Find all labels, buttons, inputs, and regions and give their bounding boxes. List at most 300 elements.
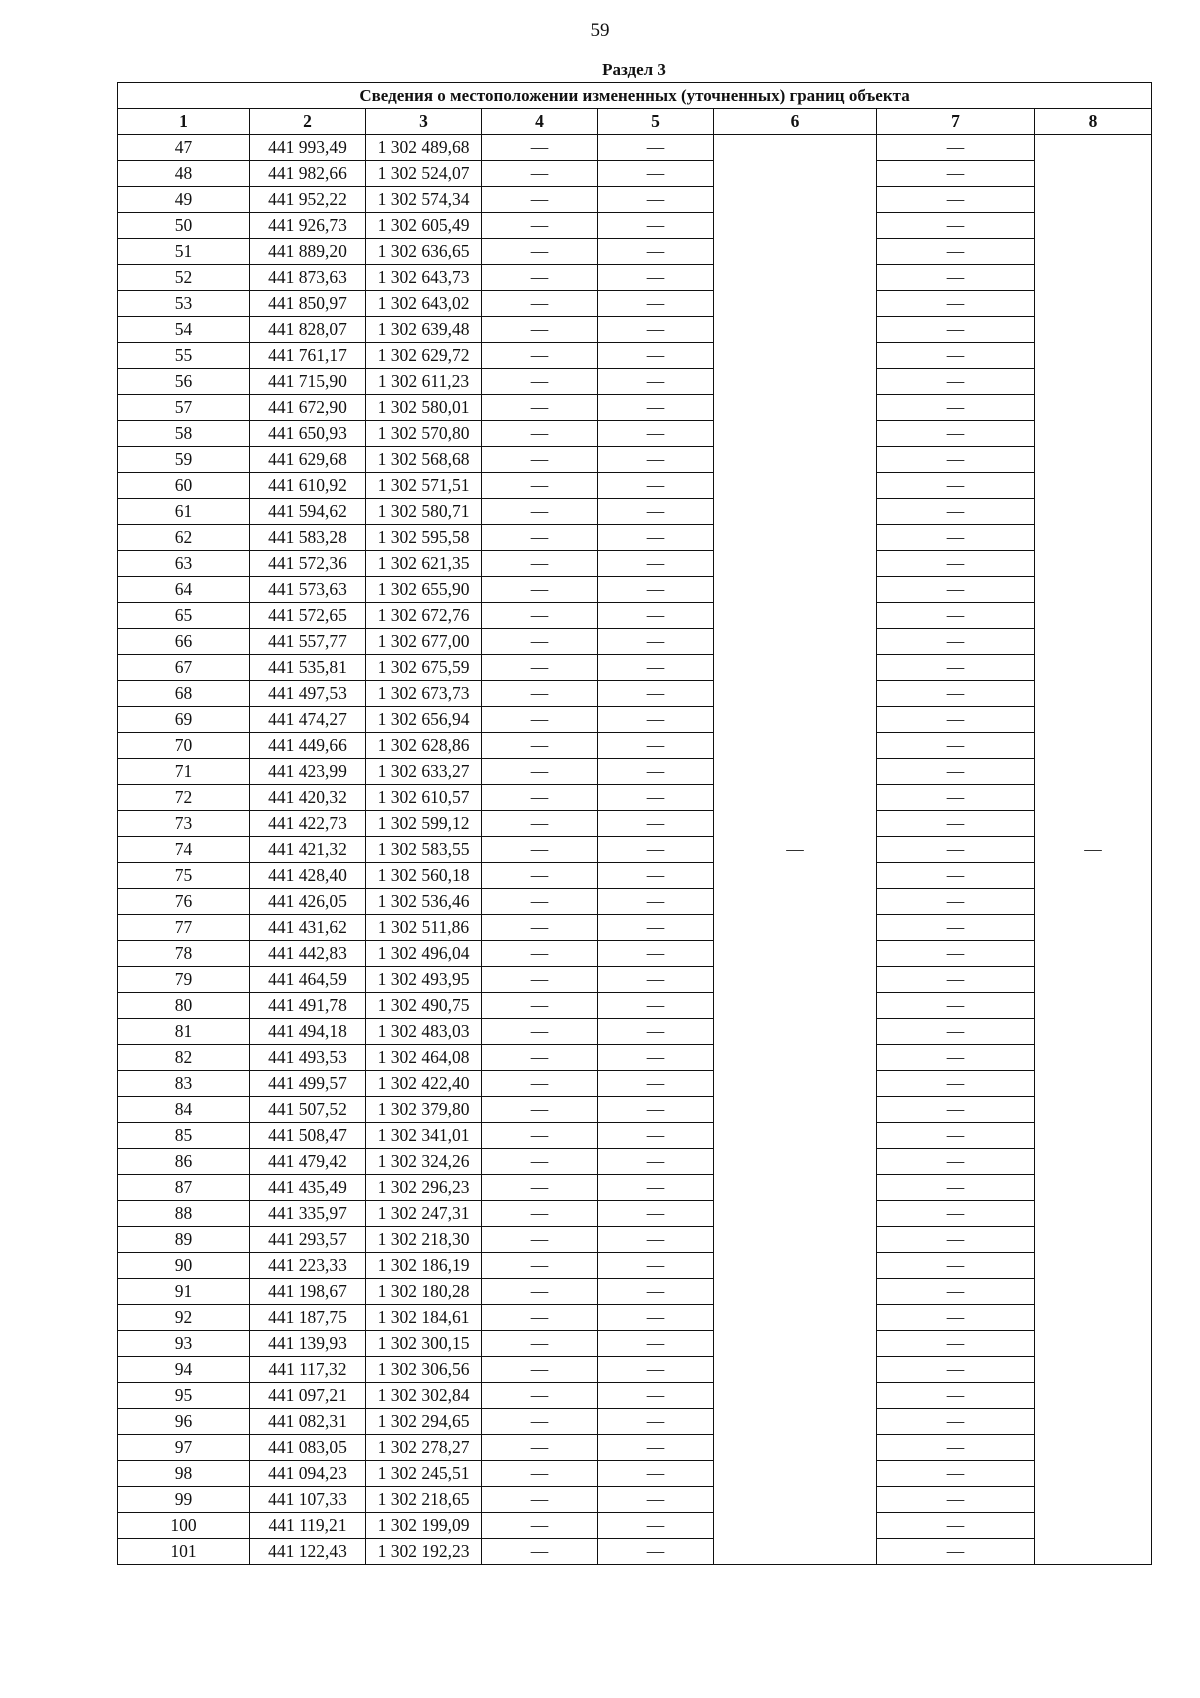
- col4-dash-cell: —: [482, 707, 598, 733]
- y-coordinate-cell: 1 302 673,73: [366, 681, 482, 707]
- col5-dash-cell: —: [598, 1123, 714, 1149]
- col7-dash-cell: —: [877, 1175, 1035, 1201]
- table-row: [118, 707, 1152, 733]
- col7-dash-cell: —: [877, 135, 1035, 161]
- table-row: [118, 421, 1152, 447]
- y-coordinate-cell: 1 302 656,94: [366, 707, 482, 733]
- col5-dash-cell: —: [598, 187, 714, 213]
- x-coordinate-cell: 441 715,90: [250, 369, 366, 395]
- col4-dash-cell: —: [482, 265, 598, 291]
- col5-dash-cell: —: [598, 837, 714, 863]
- y-coordinate-cell: 1 302 180,28: [366, 1279, 482, 1305]
- y-coordinate-cell: 1 302 672,76: [366, 603, 482, 629]
- col5-dash-cell: —: [598, 1227, 714, 1253]
- table-row: [118, 525, 1152, 551]
- col7-dash-cell: —: [877, 1045, 1035, 1071]
- point-number-cell: 83: [118, 1071, 250, 1097]
- col5-dash-cell: —: [598, 265, 714, 291]
- col5-dash-cell: —: [598, 1331, 714, 1357]
- x-coordinate-cell: 441 508,47: [250, 1123, 366, 1149]
- y-coordinate-cell: 1 302 192,23: [366, 1539, 482, 1565]
- table-row: [118, 187, 1152, 213]
- col5-dash-cell: —: [598, 1019, 714, 1045]
- table-row: [118, 317, 1152, 343]
- col5-dash-cell: —: [598, 1435, 714, 1461]
- col4-dash-cell: —: [482, 733, 598, 759]
- col7-dash-cell: —: [877, 993, 1035, 1019]
- point-number-cell: 50: [118, 213, 250, 239]
- col7-dash-cell: —: [877, 629, 1035, 655]
- col7-dash-cell: —: [877, 733, 1035, 759]
- y-coordinate-cell: 1 302 294,65: [366, 1409, 482, 1435]
- point-number-cell: 67: [118, 655, 250, 681]
- x-coordinate-cell: 441 421,32: [250, 837, 366, 863]
- col7-dash-cell: —: [877, 1071, 1035, 1097]
- x-coordinate-cell: 441 474,27: [250, 707, 366, 733]
- y-coordinate-cell: 1 302 302,84: [366, 1383, 482, 1409]
- x-coordinate-cell: 441 426,05: [250, 889, 366, 915]
- col4-dash-cell: —: [482, 1097, 598, 1123]
- x-coordinate-cell: 441 082,31: [250, 1409, 366, 1435]
- col4-dash-cell: —: [482, 1409, 598, 1435]
- y-coordinate-cell: 1 302 621,35: [366, 551, 482, 577]
- x-coordinate-cell: 441 187,75: [250, 1305, 366, 1331]
- column-header: 1: [118, 109, 250, 135]
- col4-dash-cell: —: [482, 1383, 598, 1409]
- x-coordinate-cell: 441 952,22: [250, 187, 366, 213]
- y-coordinate-cell: 1 302 639,48: [366, 317, 482, 343]
- point-number-cell: 55: [118, 343, 250, 369]
- y-coordinate-cell: 1 302 677,00: [366, 629, 482, 655]
- table-row: [118, 1227, 1152, 1253]
- y-coordinate-cell: 1 302 245,51: [366, 1461, 482, 1487]
- col8-dash-cell: —: [1035, 135, 1152, 1565]
- table-row: [118, 1019, 1152, 1045]
- col5-dash-cell: —: [598, 1383, 714, 1409]
- y-coordinate-cell: 1 302 483,03: [366, 1019, 482, 1045]
- point-number-cell: 51: [118, 239, 250, 265]
- col4-dash-cell: —: [482, 681, 598, 707]
- point-number-cell: 80: [118, 993, 250, 1019]
- col4-dash-cell: —: [482, 1435, 598, 1461]
- point-number-cell: 76: [118, 889, 250, 915]
- col5-dash-cell: —: [598, 291, 714, 317]
- y-coordinate-cell: 1 302 511,86: [366, 915, 482, 941]
- col4-dash-cell: —: [482, 759, 598, 785]
- y-coordinate-cell: 1 302 675,59: [366, 655, 482, 681]
- col4-dash-cell: —: [482, 655, 598, 681]
- column-header: 6: [714, 109, 877, 135]
- point-number-cell: 88: [118, 1201, 250, 1227]
- point-number-cell: 57: [118, 395, 250, 421]
- column-header-row: [118, 109, 1152, 135]
- col4-dash-cell: —: [482, 1305, 598, 1331]
- table-row: [118, 863, 1152, 889]
- x-coordinate-cell: 441 083,05: [250, 1435, 366, 1461]
- y-coordinate-cell: 1 302 580,71: [366, 499, 482, 525]
- col7-dash-cell: —: [877, 1409, 1035, 1435]
- col5-dash-cell: —: [598, 317, 714, 343]
- x-coordinate-cell: 441 422,73: [250, 811, 366, 837]
- col4-dash-cell: —: [482, 811, 598, 837]
- col7-dash-cell: —: [877, 369, 1035, 395]
- table-row: [118, 473, 1152, 499]
- col7-dash-cell: —: [877, 499, 1035, 525]
- col5-dash-cell: —: [598, 863, 714, 889]
- col4-dash-cell: —: [482, 161, 598, 187]
- col4-dash-cell: —: [482, 135, 598, 161]
- y-coordinate-cell: 1 302 571,51: [366, 473, 482, 499]
- y-coordinate-cell: 1 302 568,68: [366, 447, 482, 473]
- x-coordinate-cell: 441 926,73: [250, 213, 366, 239]
- col4-dash-cell: —: [482, 1487, 598, 1513]
- x-coordinate-cell: 441 198,67: [250, 1279, 366, 1305]
- col4-dash-cell: —: [482, 1227, 598, 1253]
- point-number-cell: 61: [118, 499, 250, 525]
- y-coordinate-cell: 1 302 296,23: [366, 1175, 482, 1201]
- table-row: [118, 1539, 1152, 1565]
- section-title: Раздел 3: [602, 60, 666, 79]
- table-row: [118, 499, 1152, 525]
- point-number-cell: 53: [118, 291, 250, 317]
- col7-dash-cell: —: [877, 447, 1035, 473]
- x-coordinate-cell: 441 493,53: [250, 1045, 366, 1071]
- point-number-cell: 98: [118, 1461, 250, 1487]
- x-coordinate-cell: 441 117,32: [250, 1357, 366, 1383]
- col4-dash-cell: —: [482, 1019, 598, 1045]
- col7-dash-cell: —: [877, 1487, 1035, 1513]
- point-number-cell: 96: [118, 1409, 250, 1435]
- col5-dash-cell: —: [598, 1357, 714, 1383]
- point-number-cell: 77: [118, 915, 250, 941]
- col7-dash-cell: —: [877, 1279, 1035, 1305]
- point-number-cell: 89: [118, 1227, 250, 1253]
- x-coordinate-cell: 441 479,42: [250, 1149, 366, 1175]
- x-coordinate-cell: 441 335,97: [250, 1201, 366, 1227]
- x-coordinate-cell: 441 982,66: [250, 161, 366, 187]
- y-coordinate-cell: 1 302 655,90: [366, 577, 482, 603]
- col5-dash-cell: —: [598, 343, 714, 369]
- col5-dash-cell: —: [598, 369, 714, 395]
- col7-dash-cell: —: [877, 1253, 1035, 1279]
- column-header: 7: [877, 109, 1035, 135]
- x-coordinate-cell: 441 139,93: [250, 1331, 366, 1357]
- x-coordinate-cell: 441 442,83: [250, 941, 366, 967]
- table-row: [118, 1253, 1152, 1279]
- col5-dash-cell: —: [598, 811, 714, 837]
- x-coordinate-cell: 441 107,33: [250, 1487, 366, 1513]
- col4-dash-cell: —: [482, 889, 598, 915]
- table-row: [118, 213, 1152, 239]
- point-number-cell: 52: [118, 265, 250, 291]
- col5-dash-cell: —: [598, 1461, 714, 1487]
- col7-dash-cell: —: [877, 915, 1035, 941]
- x-coordinate-cell: 441 557,77: [250, 629, 366, 655]
- point-number-cell: 73: [118, 811, 250, 837]
- point-number-cell: 93: [118, 1331, 250, 1357]
- table-row: [118, 655, 1152, 681]
- col7-dash-cell: —: [877, 863, 1035, 889]
- point-number-cell: 75: [118, 863, 250, 889]
- point-number-cell: 47: [118, 135, 250, 161]
- col7-dash-cell: —: [877, 1019, 1035, 1045]
- y-coordinate-cell: 1 302 574,34: [366, 187, 482, 213]
- y-coordinate-cell: 1 302 595,58: [366, 525, 482, 551]
- col4-dash-cell: —: [482, 577, 598, 603]
- col5-dash-cell: —: [598, 421, 714, 447]
- point-number-cell: 62: [118, 525, 250, 551]
- y-coordinate-cell: 1 302 643,02: [366, 291, 482, 317]
- col7-dash-cell: —: [877, 265, 1035, 291]
- col7-dash-cell: —: [877, 681, 1035, 707]
- table-row: [118, 1357, 1152, 1383]
- col4-dash-cell: —: [482, 1279, 598, 1305]
- table-row: [118, 447, 1152, 473]
- table-row: [118, 759, 1152, 785]
- col5-dash-cell: —: [598, 681, 714, 707]
- col5-dash-cell: —: [598, 551, 714, 577]
- col7-dash-cell: —: [877, 473, 1035, 499]
- col5-dash-cell: —: [598, 1487, 714, 1513]
- x-coordinate-cell: 441 572,36: [250, 551, 366, 577]
- col4-dash-cell: —: [482, 837, 598, 863]
- y-coordinate-cell: 1 302 583,55: [366, 837, 482, 863]
- y-coordinate-cell: 1 302 560,18: [366, 863, 482, 889]
- col4-dash-cell: —: [482, 993, 598, 1019]
- col4-dash-cell: —: [482, 395, 598, 421]
- col4-dash-cell: —: [482, 863, 598, 889]
- col4-dash-cell: —: [482, 1253, 598, 1279]
- point-number-cell: 71: [118, 759, 250, 785]
- col5-dash-cell: —: [598, 967, 714, 993]
- table-row: [118, 967, 1152, 993]
- y-coordinate-cell: 1 302 570,80: [366, 421, 482, 447]
- x-coordinate-cell: 441 223,33: [250, 1253, 366, 1279]
- y-coordinate-cell: 1 302 496,04: [366, 941, 482, 967]
- table-row: [118, 837, 1152, 863]
- point-number-cell: 81: [118, 1019, 250, 1045]
- page-number: 59: [590, 20, 610, 41]
- y-coordinate-cell: 1 302 524,07: [366, 161, 482, 187]
- y-coordinate-cell: 1 302 341,01: [366, 1123, 482, 1149]
- table-row: [118, 1097, 1152, 1123]
- x-coordinate-cell: 441 449,66: [250, 733, 366, 759]
- col7-dash-cell: —: [877, 525, 1035, 551]
- table-row: [118, 1045, 1152, 1071]
- x-coordinate-cell: 441 435,49: [250, 1175, 366, 1201]
- point-number-cell: 64: [118, 577, 250, 603]
- table-row: [118, 577, 1152, 603]
- point-number-cell: 49: [118, 187, 250, 213]
- y-coordinate-cell: 1 302 490,75: [366, 993, 482, 1019]
- x-coordinate-cell: 441 629,68: [250, 447, 366, 473]
- col5-dash-cell: —: [598, 603, 714, 629]
- y-coordinate-cell: 1 302 643,73: [366, 265, 482, 291]
- col5-dash-cell: —: [598, 499, 714, 525]
- col4-dash-cell: —: [482, 1539, 598, 1565]
- x-coordinate-cell: 441 423,99: [250, 759, 366, 785]
- col7-dash-cell: —: [877, 343, 1035, 369]
- table-row: [118, 239, 1152, 265]
- table-row: [118, 1435, 1152, 1461]
- x-coordinate-cell: 441 761,17: [250, 343, 366, 369]
- y-coordinate-cell: 1 302 218,65: [366, 1487, 482, 1513]
- table-row: [118, 265, 1152, 291]
- y-coordinate-cell: 1 302 306,56: [366, 1357, 482, 1383]
- col4-dash-cell: —: [482, 915, 598, 941]
- table-row: [118, 1279, 1152, 1305]
- col5-dash-cell: —: [598, 1253, 714, 1279]
- point-number-cell: 86: [118, 1149, 250, 1175]
- y-coordinate-cell: 1 302 633,27: [366, 759, 482, 785]
- col4-dash-cell: —: [482, 1071, 598, 1097]
- col4-dash-cell: —: [482, 1175, 598, 1201]
- y-coordinate-cell: 1 302 610,57: [366, 785, 482, 811]
- y-coordinate-cell: 1 302 186,19: [366, 1253, 482, 1279]
- table-row: [118, 1175, 1152, 1201]
- col7-dash-cell: —: [877, 239, 1035, 265]
- table-row: [118, 1071, 1152, 1097]
- y-coordinate-cell: 1 302 300,15: [366, 1331, 482, 1357]
- x-coordinate-cell: 441 828,07: [250, 317, 366, 343]
- point-number-cell: 65: [118, 603, 250, 629]
- col4-dash-cell: —: [482, 213, 598, 239]
- point-number-cell: 79: [118, 967, 250, 993]
- table-row: [118, 1409, 1152, 1435]
- col7-dash-cell: —: [877, 213, 1035, 239]
- col4-dash-cell: —: [482, 317, 598, 343]
- col5-dash-cell: —: [598, 1175, 714, 1201]
- point-number-cell: 99: [118, 1487, 250, 1513]
- table-row: [118, 811, 1152, 837]
- point-number-cell: 70: [118, 733, 250, 759]
- col5-dash-cell: —: [598, 447, 714, 473]
- col5-dash-cell: —: [598, 785, 714, 811]
- col4-dash-cell: —: [482, 369, 598, 395]
- point-number-cell: 63: [118, 551, 250, 577]
- col5-dash-cell: —: [598, 473, 714, 499]
- col7-dash-cell: —: [877, 1331, 1035, 1357]
- col7-dash-cell: —: [877, 161, 1035, 187]
- col7-dash-cell: —: [877, 1383, 1035, 1409]
- col4-dash-cell: —: [482, 473, 598, 499]
- y-coordinate-cell: 1 302 218,30: [366, 1227, 482, 1253]
- x-coordinate-cell: 441 672,90: [250, 395, 366, 421]
- table-row: [118, 1383, 1152, 1409]
- table-row: [118, 343, 1152, 369]
- y-coordinate-cell: 1 302 379,80: [366, 1097, 482, 1123]
- col4-dash-cell: —: [482, 785, 598, 811]
- table-row: [118, 291, 1152, 317]
- col5-dash-cell: —: [598, 239, 714, 265]
- col5-dash-cell: —: [598, 1513, 714, 1539]
- col5-dash-cell: —: [598, 733, 714, 759]
- column-header: 4: [482, 109, 598, 135]
- col7-dash-cell: —: [877, 551, 1035, 577]
- col7-dash-cell: —: [877, 1539, 1035, 1565]
- col7-dash-cell: —: [877, 759, 1035, 785]
- col7-dash-cell: —: [877, 421, 1035, 447]
- col7-dash-cell: —: [877, 395, 1035, 421]
- table-row: [118, 603, 1152, 629]
- col5-dash-cell: —: [598, 915, 714, 941]
- y-coordinate-cell: 1 302 422,40: [366, 1071, 482, 1097]
- col7-dash-cell: —: [877, 889, 1035, 915]
- col4-dash-cell: —: [482, 447, 598, 473]
- y-coordinate-cell: 1 302 629,72: [366, 343, 482, 369]
- x-coordinate-cell: 441 494,18: [250, 1019, 366, 1045]
- table-row: [118, 1149, 1152, 1175]
- col7-dash-cell: —: [877, 1513, 1035, 1539]
- col5-dash-cell: —: [598, 161, 714, 187]
- col7-dash-cell: —: [877, 317, 1035, 343]
- point-number-cell: 74: [118, 837, 250, 863]
- table-row: [118, 1201, 1152, 1227]
- point-number-cell: 78: [118, 941, 250, 967]
- col7-dash-cell: —: [877, 1461, 1035, 1487]
- x-coordinate-cell: 441 583,28: [250, 525, 366, 551]
- col5-dash-cell: —: [598, 1149, 714, 1175]
- x-coordinate-cell: 441 097,21: [250, 1383, 366, 1409]
- col4-dash-cell: —: [482, 343, 598, 369]
- x-coordinate-cell: 441 094,23: [250, 1461, 366, 1487]
- col5-dash-cell: —: [598, 1279, 714, 1305]
- y-coordinate-cell: 1 302 184,61: [366, 1305, 482, 1331]
- y-coordinate-cell: 1 302 599,12: [366, 811, 482, 837]
- col4-dash-cell: —: [482, 967, 598, 993]
- point-number-cell: 48: [118, 161, 250, 187]
- col5-dash-cell: —: [598, 629, 714, 655]
- table-row: [118, 551, 1152, 577]
- point-number-cell: 90: [118, 1253, 250, 1279]
- col7-dash-cell: —: [877, 291, 1035, 317]
- table-row: [118, 733, 1152, 759]
- x-coordinate-cell: 441 535,81: [250, 655, 366, 681]
- x-coordinate-cell: 441 650,93: [250, 421, 366, 447]
- coordinates-table: [117, 82, 1152, 1565]
- col7-dash-cell: —: [877, 1435, 1035, 1461]
- y-coordinate-cell: 1 302 536,46: [366, 889, 482, 915]
- table-row: [118, 1461, 1152, 1487]
- point-number-cell: 101: [118, 1539, 250, 1565]
- point-number-cell: 87: [118, 1175, 250, 1201]
- x-coordinate-cell: 441 572,65: [250, 603, 366, 629]
- x-coordinate-cell: 441 873,63: [250, 265, 366, 291]
- y-coordinate-cell: 1 302 489,68: [366, 135, 482, 161]
- col5-dash-cell: —: [598, 525, 714, 551]
- y-coordinate-cell: 1 302 580,01: [366, 395, 482, 421]
- x-coordinate-cell: 441 464,59: [250, 967, 366, 993]
- col5-dash-cell: —: [598, 213, 714, 239]
- col7-dash-cell: —: [877, 577, 1035, 603]
- table-row: [118, 889, 1152, 915]
- col4-dash-cell: —: [482, 629, 598, 655]
- col7-dash-cell: —: [877, 967, 1035, 993]
- x-coordinate-cell: 441 850,97: [250, 291, 366, 317]
- col4-dash-cell: —: [482, 1123, 598, 1149]
- point-number-cell: 94: [118, 1357, 250, 1383]
- point-number-cell: 58: [118, 421, 250, 447]
- col4-dash-cell: —: [482, 421, 598, 447]
- y-coordinate-cell: 1 302 605,49: [366, 213, 482, 239]
- col5-dash-cell: —: [598, 1305, 714, 1331]
- point-number-cell: 56: [118, 369, 250, 395]
- table-row: [118, 395, 1152, 421]
- col4-dash-cell: —: [482, 603, 598, 629]
- x-coordinate-cell: 441 119,21: [250, 1513, 366, 1539]
- col4-dash-cell: —: [482, 291, 598, 317]
- x-coordinate-cell: 441 497,53: [250, 681, 366, 707]
